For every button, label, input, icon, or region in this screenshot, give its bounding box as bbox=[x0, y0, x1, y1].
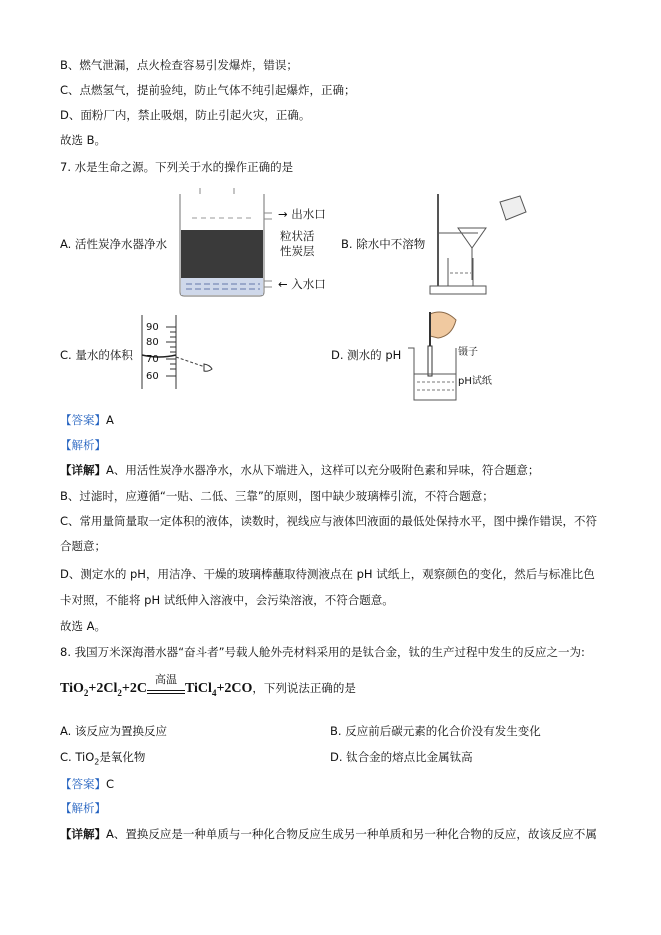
q7-analysis-tag: 【解析】 bbox=[60, 438, 106, 452]
q7-detail-c2: 合题意； bbox=[60, 539, 106, 553]
reaction-arrow bbox=[147, 672, 185, 697]
eq-c: +2C bbox=[121, 681, 147, 696]
q7-option-d: D. 测水的 pH bbox=[331, 348, 402, 362]
prev-option-c-explanation: C、点燃氢气，提前验纯，防止气体不纯引起爆炸，正确； bbox=[60, 83, 356, 97]
prev-option-b-explanation: B、燃气泄漏，点火检查容易引发爆炸，错误； bbox=[60, 58, 298, 72]
answer-value: C bbox=[106, 777, 115, 791]
eq-cl2: +2Cl bbox=[88, 681, 118, 696]
q7-detail-a bbox=[60, 462, 539, 478]
outlet-text: 出水口 bbox=[291, 207, 326, 221]
chemical-equation bbox=[60, 672, 356, 698]
detail-tag: 【详解】 bbox=[60, 463, 106, 477]
q8-option-b: B. 反应前后碳元素的化合价没有发生变化 bbox=[330, 724, 541, 738]
c-post: 是氧化物 bbox=[99, 750, 146, 764]
q7-stem: 7. 水是生命之源。下列关于水的操作正确的是 bbox=[60, 160, 294, 174]
q7-option-c: C. 量水的体积 bbox=[60, 348, 133, 362]
q7-option-a: A. 活性炭净水器净水 bbox=[60, 237, 167, 251]
detail-tag: 【详解】 bbox=[60, 827, 106, 841]
eq-sub: 2 bbox=[117, 687, 122, 698]
q8-option-d: D. 钛合金的熔点比金属钛高 bbox=[330, 750, 473, 764]
ph-test-figure bbox=[404, 308, 464, 404]
inlet-label: ← 入水口 bbox=[278, 277, 326, 291]
eq-tio2: TiO bbox=[60, 681, 84, 696]
detail-a-text: A、置换反应是一种单质与一种化合物反应生成另一种单质和另一种化合物的反应，故该反应不属 bbox=[106, 827, 597, 841]
detail-a-text: A、用活性炭净水器净水，水从下端进入，这样可以充分吸附色素和异味，符合题意； bbox=[106, 463, 540, 477]
q7-detail-d1: D、测定水的 pH，用洁净、干燥的玻璃棒蘸取待测液点在 pH 试纸上，观察颜色的变化，然后与标准比色 bbox=[60, 567, 595, 581]
answer-tag: 【答案】 bbox=[60, 413, 106, 427]
eq-sub: 2 bbox=[83, 687, 89, 698]
inlet-text: 入水口 bbox=[291, 277, 326, 291]
carbon-label-2: 性炭层 bbox=[280, 244, 315, 258]
c-sub: 2 bbox=[94, 757, 100, 767]
carbon-filter-figure bbox=[172, 188, 272, 300]
ph-paper-label: pH试纸 bbox=[458, 376, 492, 387]
q8-stem: 8. 我国万米深海潜水器“奋斗者”号载人舱外壳材料采用的是钛合金，钛的生产过程中发生的反应之一为: bbox=[60, 645, 585, 659]
eq-co: +2CO bbox=[216, 681, 253, 696]
reaction-condition: 高温 bbox=[154, 672, 177, 686]
answer-tag: 【答案】 bbox=[60, 777, 106, 791]
c-pre: C. TiO bbox=[60, 750, 95, 764]
outlet-label: → 出水口 bbox=[278, 207, 326, 221]
q7-answer bbox=[60, 412, 114, 428]
eq-sub: 4 bbox=[211, 687, 217, 698]
tick-90: 90 bbox=[146, 322, 159, 333]
q8-stem-tail: ，下列说法正确的是 bbox=[252, 681, 356, 695]
q7-detail-d2: 卡对照，不能将 pH 试纸伸入溶液中，会污染溶液，不符合题意。 bbox=[60, 593, 394, 607]
carbon-label-1: 粒状活 bbox=[280, 229, 315, 243]
eq-ticl4: TiCl bbox=[184, 681, 212, 696]
q7-conclusion: 故选 A。 bbox=[60, 619, 107, 633]
q7-detail-b: B、过滤时，应遵循“一贴、二低、三靠”的原则，图中缺少玻璃棒引流，不符合题意； bbox=[60, 489, 494, 503]
q8-option-c bbox=[60, 749, 145, 770]
q7-option-b: B. 除水中不溶物 bbox=[341, 237, 426, 251]
prev-conclusion: 故选 B。 bbox=[60, 133, 107, 147]
answer-value: A bbox=[106, 413, 114, 427]
filtration-figure bbox=[428, 190, 538, 296]
tick-80: 80 bbox=[146, 337, 159, 348]
q8-option-a: A. 该反应为置换反应 bbox=[60, 724, 167, 738]
q8-answer bbox=[60, 776, 114, 792]
q7-detail-c1: C、常用量筒量取一定体积的液体，读数时，视线应与液体凹液面的最低处保持水平，图中操作错误，不符 bbox=[60, 514, 598, 528]
tick-70: 70 bbox=[146, 354, 159, 365]
tick-60: 60 bbox=[146, 371, 159, 382]
tweezers-label: 镊子 bbox=[458, 347, 478, 358]
q8-detail-a bbox=[60, 826, 597, 842]
prev-option-d-explanation: D、面粉厂内，禁止吸烟，防止引起火灾，正确。 bbox=[60, 108, 311, 122]
q8-analysis-tag: 【解析】 bbox=[60, 801, 106, 815]
